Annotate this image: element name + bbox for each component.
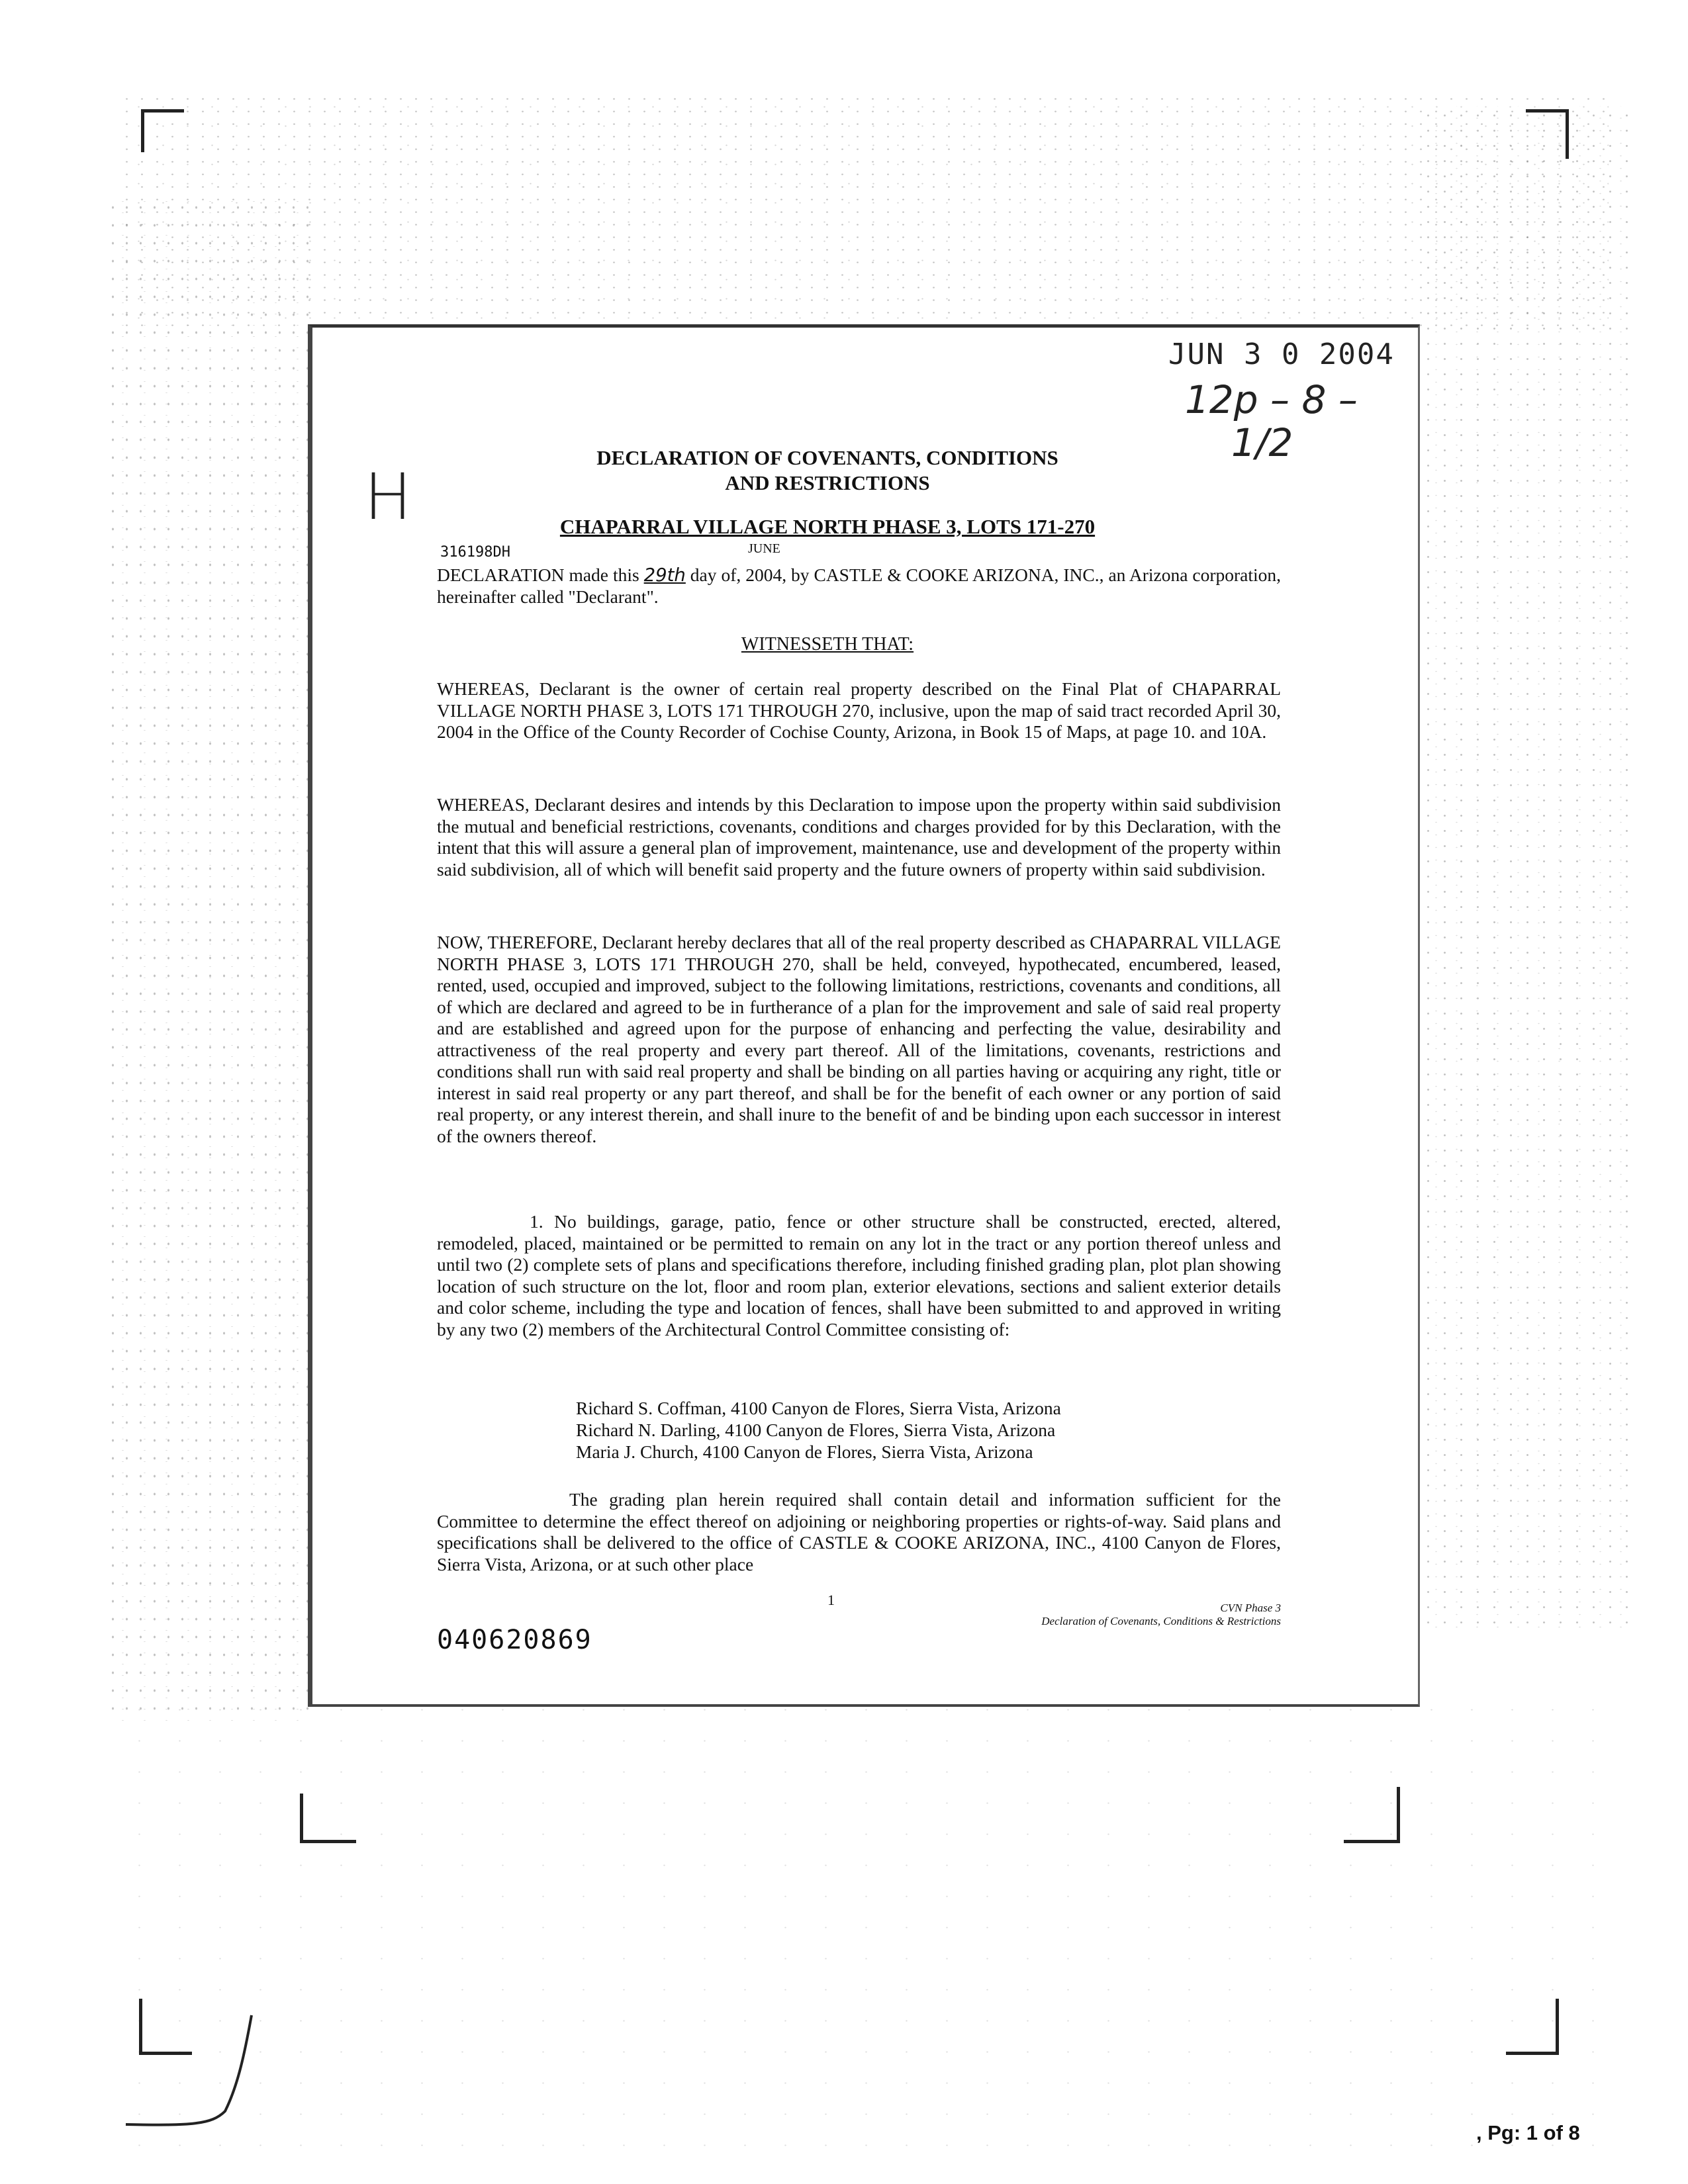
scan-noise-right	[1417, 106, 1628, 1628]
committee-member: Richard N. Darling, 4100 Canyon de Flores, Sierra Vista, Arizona	[576, 1420, 1056, 1440]
document-subtitle: CHAPARRAL VILLAGE NORTH PHASE 3, LOTS 171-270	[559, 515, 1096, 538]
crop-mark-bottom-right	[1506, 1999, 1559, 2055]
whereas-paragraph-1: WHEREAS, Declarant is the owner of certain real property described on the Final Plat of CHAPARRAL VILLAGE NORTH PHASE 3, LOTS 171 THROUGH 270, inclusive, upon the map of said tract recorded April 30, 2004 in the Office of the County Recorder of Cochise County, Arizona, in Book 15 of Maps, at page 10. and 10A.	[437, 678, 1281, 742]
handwritten-month: JUNE	[748, 541, 780, 556]
document-title: DECLARATION OF COVENANTS, CONDITIONS	[596, 446, 1058, 469]
document-number: 316198DH	[440, 544, 510, 561]
document-title-line2: AND RESTRICTIONS	[725, 471, 930, 494]
page-footer	[966, 1602, 1281, 1628]
scan-noise-bottom	[119, 1694, 1609, 2158]
whereas-paragraph-2: WHEREAS, Declarant desires and intends by this Declaration to impose upon the property within said subdivision the mutual and beneficial restrictions, covenants, conditions and charges provided for by this Declaration, with the intent that this will assure a general plan of improvement, maintenance, use and development of the property within said subdivision, all of which will benefit said property and the future owners of property within said subdivision.	[437, 794, 1281, 880]
crop-mark-mid-right	[1344, 1787, 1400, 1843]
now-therefore-paragraph: NOW, THEREFORE, Declarant hereby declares that all of the real property described as CHAPARRAL VILLAGE NORTH PHASE 3, LOTS 171 THROUGH 270, shall be held, conveyed, hypothecated, encumbered, leased, rented, used, occupied and improved, subject to the following limitations, restrictions, covenants and conditions, all of which are declared and agreed to be in furtherance of a plan for the improvement and sale of said real property and are established and agreed upon for the purpose of enhancing and perfecting the value, desirability and attractiveness of the real property and every part thereof. All of the limitations, covenants, restrictions and conditions shall run with said real property and shall be binding on all parties having or acquiring any right, title or interest in said real property or any part thereof, and shall be for the benefit of each owner or any portion of said real property, or any interest therein, and shall inure to the benefit of and be binding upon each successor in interest of the owners thereof.	[437, 932, 1281, 1146]
crop-mark-top-right	[1526, 109, 1569, 159]
recording-number: 040620869	[437, 1625, 592, 1655]
grading-plan-paragraph: The grading plan herein required shall contain detail and information sufficient for the Committee to determine the effect thereof on adjoining or neighboring properties or rights-of-way. Said plans and specifications shall be delivered to the office of CASTLE & COOKE ARIZONA, INC., 4100 Canyon de Flores, Sierra Vista, Arizona, or at such other place	[437, 1489, 1281, 1574]
page-number: 1	[827, 1592, 835, 1608]
received-date-stamp: JUN 3 0 2004	[1168, 338, 1395, 371]
committee-member: Maria J. Church, 4100 Canyon de Flores, Sierra Vista, Arizona	[576, 1441, 1033, 1462]
footer-line-2: Declaration of Covenants, Conditions & Restrictions	[1041, 1615, 1281, 1627]
pen-mark	[113, 2012, 285, 2131]
footer-line-1: CVN Phase 3	[1220, 1602, 1281, 1614]
pager-indicator: , Pg: 1 of 8	[1476, 2121, 1580, 2144]
scan-noise-left	[106, 199, 318, 1721]
crop-mark-mid-left	[300, 1794, 356, 1843]
committee-member: Richard S. Coffman, 4100 Canyon de Flores, Sierra Vista, Arizona	[576, 1398, 1061, 1418]
declaration-text-end: day of, 2004, by CASTLE & COOKE ARIZONA, INC., an Arizona corporation, hereinafter called "Declarant".	[437, 565, 1281, 607]
crop-mark-top-left	[141, 109, 184, 152]
section-1-paragraph: 1. No buildings, garage, patio, fence or other structure shall be constructed, erected, altered, remodeled, placed, maintained or be permitted to remain on any lot in the tract or any portion thereof unless and until two (2) complete sets of plans and specifications therefore, including finished grading plan, plot plan showing location of such structure on the lot, floor and room plan, exterior elevations, sections and salient exterior details and color scheme, including the type and location of fences, shall have been submitted to and approved in writing by any two (2) members of the Architectural Control Committee consisting of:	[437, 1211, 1281, 1340]
handwritten-fraction: 1/2	[1231, 420, 1293, 465]
declaration-paragraph	[437, 565, 1281, 608]
handwritten-note: 12p – 8 –	[1185, 377, 1358, 422]
committee-list	[576, 1397, 1061, 1463]
margin-letter: H	[364, 460, 412, 534]
witnesseth-heading: WITNESSETH THAT:	[741, 634, 914, 655]
handwritten-day: 29th	[643, 565, 686, 586]
declaration-text-start: DECLARATION made this	[437, 565, 644, 585]
scan-noise-top	[119, 93, 1609, 331]
